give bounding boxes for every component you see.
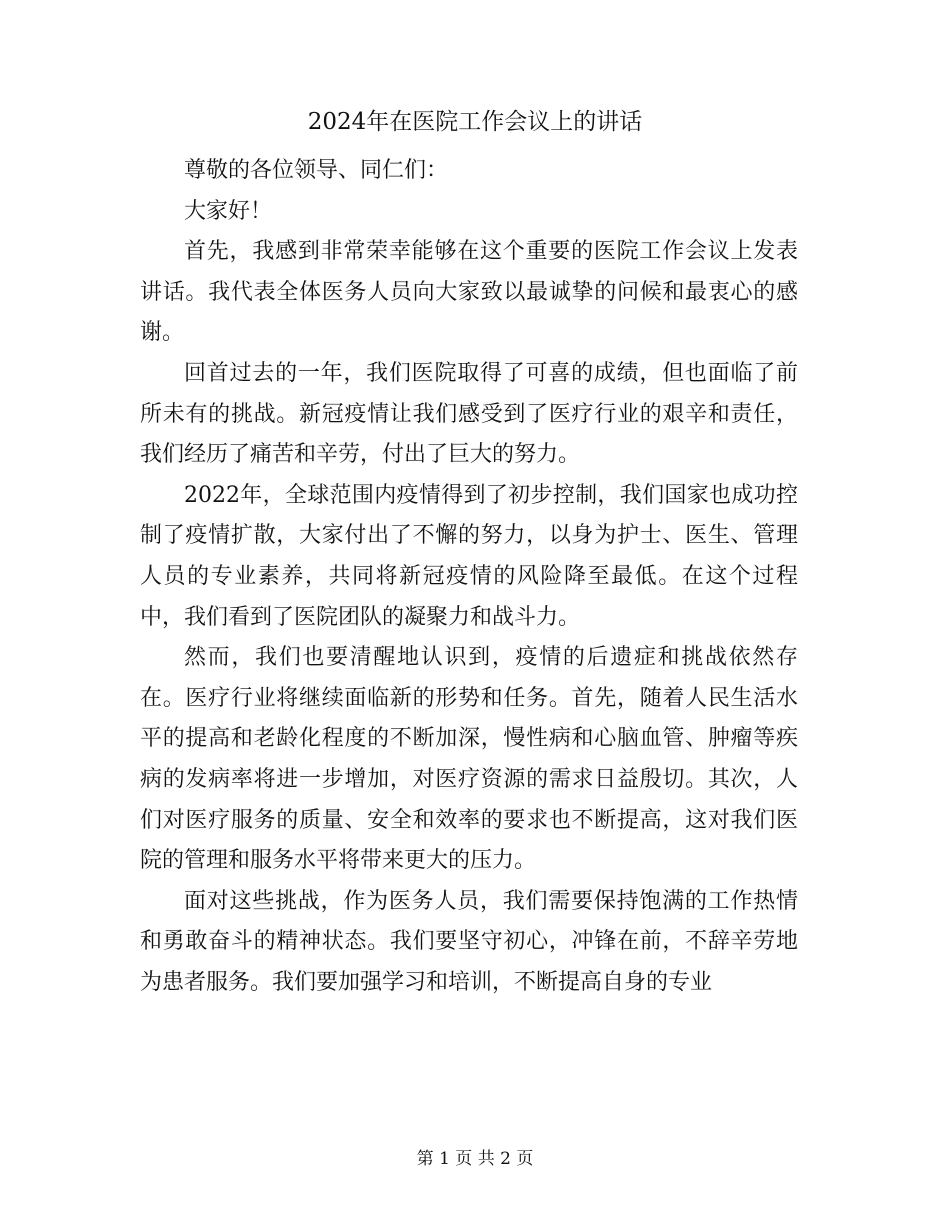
- paragraph-response: 面对这些挑战，作为医务人员，我们需要保持饱满的工作热情和勇敢奋斗的精神状态。我们要坚守初心，冲锋在前，不辞辛劳地为患者服务。我们要加强学习和培训，不断提高自身的专业: [140, 888, 798, 995]
- paragraph-2022: 2022年，全球范围内疫情得到了初步控制，我们国家也成功控制了疫情扩散，大家付出了不懈的努力，以身为护士、医生、管理人员的专业素养，共同将新冠疫情的风险降至最低。在这个过程中，我们看到了医院团队的凝聚力和战斗力。: [140, 482, 798, 630]
- paragraph-greeting: 大家好！: [184, 198, 273, 224]
- page-title: 2024年在医院工作会议上的讲话: [307, 109, 643, 135]
- paragraph-challenges: 然而，我们也要清醒地认识到，疫情的后遗症和挑战依然存在。医疗行业将继续面临新的形势和任务。首先，随着人民生活水平的提高和老龄化程度的不断加深，慢性病和心脑血管、肿瘤等疾病的发病率将进一步增加，对医疗资源的需求日益殷切。其次，人们对医疗服务的质量、安全和效率的要求也不断提高，这对我们医院的管理和服务水平将带来更大的压力。: [140, 645, 798, 874]
- paragraph-review: 回首过去的一年，我们医院取得了可喜的成绩，但也面临了前所未有的挑战。新冠疫情让我们感受到了医疗行业的艰辛和责任，我们经历了痛苦和辛劳，付出了巨大的努力。: [140, 360, 798, 468]
- paragraph-opening: 首先，我感到非常荣幸能够在这个重要的医院工作会议上发表讲话。我代表全体医务人员向大家致以最诚挚的问候和最衷心的感谢。: [140, 239, 798, 346]
- paragraph-salutation: 尊敬的各位领导、同仁们：: [184, 158, 449, 183]
- document-body: [140, 151, 798, 1003]
- page-footer: 第 1 页 共 2 页: [416, 1149, 534, 1169]
